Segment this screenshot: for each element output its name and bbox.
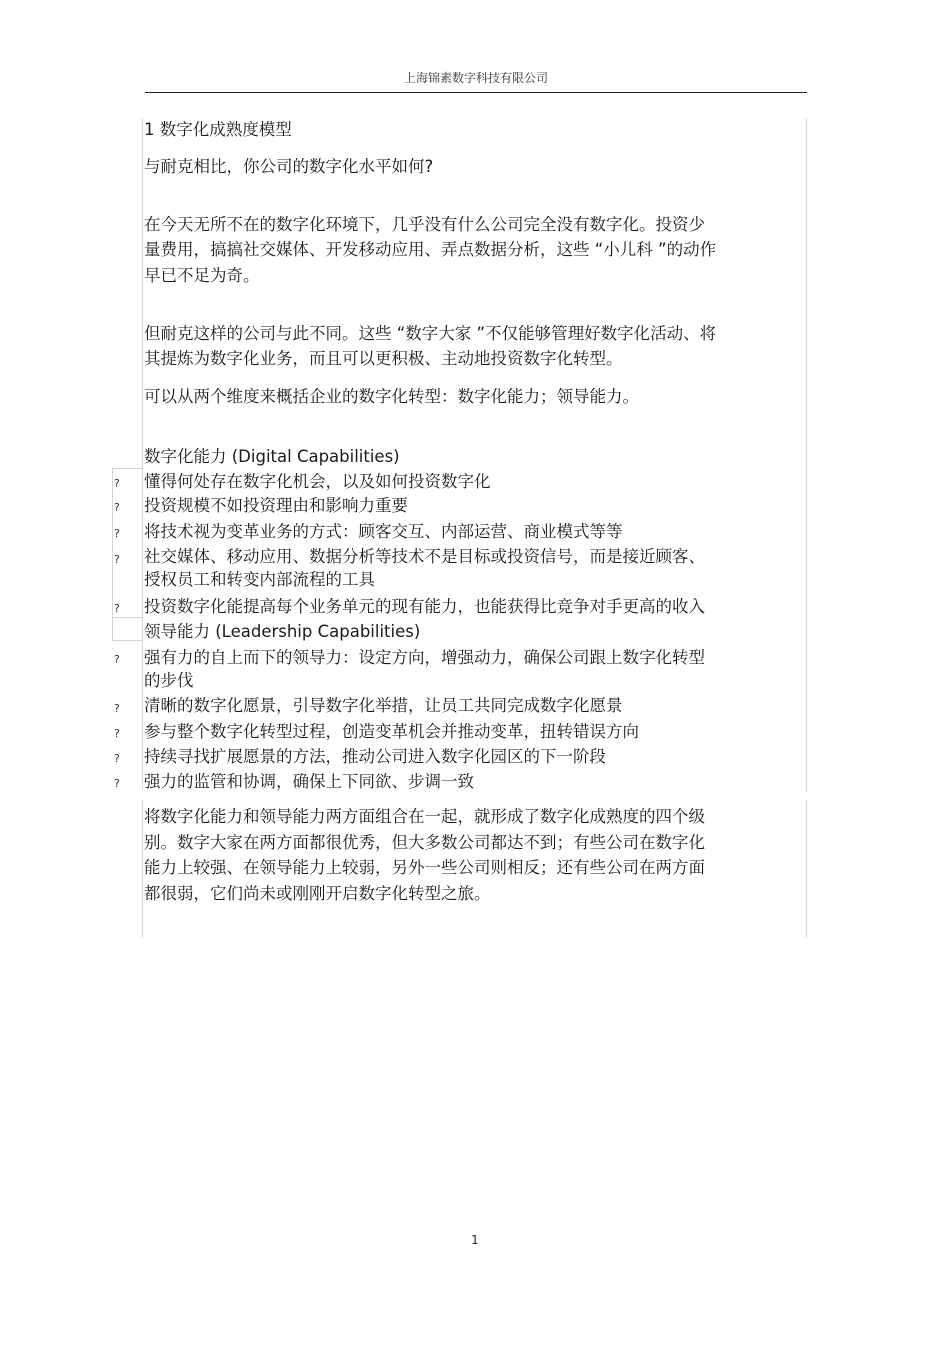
page-number: 1 (471, 1233, 479, 1247)
digital-item: 将技术视为变革业务的方式：顾客交互、内部运营、商业模式等等 (144, 522, 623, 541)
company-name: 上海锦素数字科技有限公司 (403, 71, 548, 85)
bullet-marker: ? (114, 702, 120, 715)
bullet-marker: ? (114, 553, 120, 566)
leadership-item: 持续寻找扩展愿景的方法，推动公司进入数字化园区的下一阶段 (144, 747, 606, 766)
leadership-item-continued: 的步伐 (144, 671, 194, 690)
bullet-marker: ? (114, 501, 120, 514)
leadership-item: 参与整个数字化转型过程，创造变革机会并推动变革，扭转错误方向 (144, 722, 639, 741)
border-row-3 (112, 640, 142, 641)
conclusion-line-3: 能力上较强、在领导能力上较弱，另外一些公司则相反；还有些公司在两方面 (144, 858, 705, 877)
border-bullet-column (112, 468, 113, 640)
conclusion-line-1: 将数字化能力和领导能力两方面组合在一起，就形成了数字化成熟度的四个级 (144, 807, 705, 826)
bullet-marker: ? (114, 477, 120, 490)
digital-item: 投资数字化能提高每个业务单元的现有能力，也能获得比竞争对手更高的收入 (144, 597, 705, 616)
bullet-marker: ? (114, 527, 120, 540)
para1-line-1: 在今天无所不在的数字化环境下，几乎没有什么公司完全没有数字化。投资少 (144, 215, 705, 234)
conclusion-line-2: 别。数字大家在两方面都很优秀，但大多数公司都达不到；有些公司在数字化 (144, 833, 705, 852)
bullet-marker: ? (114, 653, 120, 666)
border-left-upper (142, 118, 143, 790)
border-row-1 (112, 468, 142, 469)
digital-heading: 数字化能力 (Digital Capabilities) (144, 447, 400, 466)
bullet-marker: ? (114, 777, 120, 790)
digital-item: 社交媒体、移动应用、数据分析等技术不是目标或投资信号，而是接近顾客、 (144, 547, 705, 566)
border-right-upper (806, 118, 807, 792)
border-right-lower (806, 800, 807, 938)
leadership-item: 清晰的数字化愿景，引导数字化举措，让员工共同完成数字化愿景 (144, 696, 623, 715)
digital-item: 投资规模不如投资理由和影响力重要 (144, 496, 408, 515)
para2-line-2: 其提炼为数字化业务，而且可以更积极、主动地投资数字化转型。 (144, 349, 623, 368)
leadership-item: 强力的监管和协调，确保上下同欲、步调一致 (144, 772, 474, 791)
leadership-item: 强有力的自上而下的领导力：设定方向，增强动力，确保公司跟上数字化转型 (144, 648, 705, 667)
conclusion-line-4: 都很弱，它们尚未或刚刚开启数字化转型之旅。 (144, 884, 491, 903)
border-left-lower (142, 800, 143, 938)
bullet-marker: ? (114, 727, 120, 740)
bullet-marker: ? (114, 752, 120, 765)
bullet-marker: ? (114, 602, 120, 615)
para3: 可以从两个维度来概括企业的数字化转型：数字化能力；领导能力。 (144, 387, 639, 406)
section-title: 1 数字化成熟度模型 (144, 120, 292, 139)
question: 与耐克相比，你公司的数字化水平如何? (144, 157, 434, 176)
leadership-heading: 领导能力 (Leadership Capabilities) (144, 622, 421, 641)
digital-item-continued: 授权员工和转变内部流程的工具 (144, 570, 375, 589)
digital-item: 懂得何处存在数字化机会，以及如何投资数字化 (144, 472, 491, 491)
para1-line-2: 量费用，搞搞社交媒体、开发移动应用、弄点数据分析，这些 “小儿科 ”的动作 (144, 240, 717, 259)
para1-line-3: 早已不足为奇。 (144, 266, 260, 285)
para2-line-1: 但耐克这样的公司与此不同。这些 “数字大家 ”不仅能够管理好数字化活动、将 (144, 324, 717, 343)
page-header (145, 70, 807, 93)
